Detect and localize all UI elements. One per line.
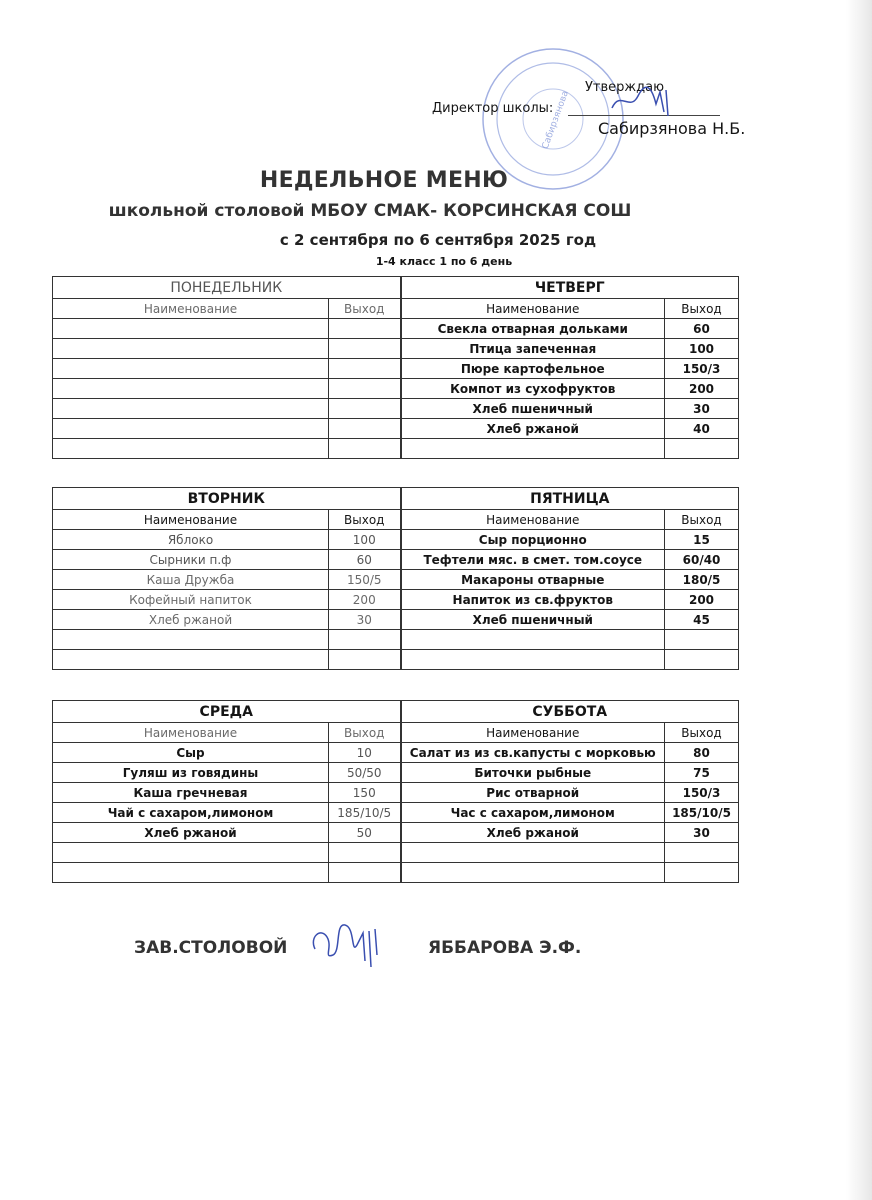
dish-name <box>53 319 329 339</box>
dish-name: Птица запеченная <box>401 339 665 359</box>
dish-name: Сыр <box>53 743 329 763</box>
table-row <box>53 339 739 359</box>
column-header-output: Выход <box>329 510 401 530</box>
dish-name: Напиток из св.фруктов <box>401 590 665 610</box>
day-header-tuesday: ВТОРНИК <box>53 488 401 510</box>
dish-output: 30 <box>665 399 739 419</box>
column-header-output: Выход <box>665 510 739 530</box>
table-row <box>53 743 739 763</box>
table-row <box>53 610 739 630</box>
table-row <box>53 570 739 590</box>
dish-name: Каша гречневая <box>53 783 329 803</box>
director-name: Сабирзянова Н.Б. <box>598 119 746 138</box>
dish-name: Чай с сахаром,лимоном <box>53 803 329 823</box>
dish-output <box>329 319 401 339</box>
dish-output <box>665 843 739 863</box>
dish-name <box>401 650 665 670</box>
canteen-head-name: ЯББАРОВА Э.Ф. <box>428 938 582 958</box>
dish-name <box>401 863 665 883</box>
dish-name <box>401 843 665 863</box>
dish-output: 60 <box>329 550 401 570</box>
table-row <box>53 630 739 650</box>
table-row <box>53 650 739 670</box>
column-header-output: Выход <box>665 299 739 319</box>
dish-name <box>53 630 329 650</box>
dish-name <box>53 439 329 459</box>
dish-output <box>329 630 401 650</box>
table-row <box>53 863 739 883</box>
column-header-name: Наименование <box>401 723 665 743</box>
dish-output: 200 <box>665 379 739 399</box>
page-edge-shadow <box>846 0 872 1200</box>
dish-name <box>53 843 329 863</box>
dish-output: 45 <box>665 610 739 630</box>
dish-name: Хлеб ржаной <box>53 823 329 843</box>
dish-output <box>329 359 401 379</box>
dish-output: 100 <box>329 530 401 550</box>
dish-output <box>329 419 401 439</box>
table-row <box>53 439 739 459</box>
dish-name: Гуляш из говядины <box>53 763 329 783</box>
dish-name <box>53 419 329 439</box>
table-row <box>53 843 739 863</box>
column-header-name: Наименование <box>53 510 329 530</box>
column-header-name: Наименование <box>53 723 329 743</box>
dish-name: Свекла отварная дольками <box>401 319 665 339</box>
director-role-label: Директор школы: <box>432 101 554 116</box>
dish-output: 200 <box>329 590 401 610</box>
dish-name: Хлеб ржаной <box>401 823 665 843</box>
table-row <box>53 590 739 610</box>
dish-name: Яблоко <box>53 530 329 550</box>
dish-output <box>329 399 401 419</box>
column-header-output: Выход <box>329 299 401 319</box>
dish-output: 150/3 <box>665 783 739 803</box>
day-header-monday: ПОНЕДЕЛЬНИК <box>53 277 401 299</box>
dish-output: 30 <box>329 610 401 630</box>
table-row <box>53 763 739 783</box>
dish-output: 60 <box>665 319 739 339</box>
dish-output: 40 <box>665 419 739 439</box>
date-range: с 2 сентября по 6 сентября 2025 год <box>279 231 597 249</box>
table-row <box>53 823 739 843</box>
table-row <box>53 419 739 439</box>
dish-name: Сыр порционно <box>401 530 665 550</box>
day-header-friday: ПЯТНИЦА <box>401 488 739 510</box>
canteen-head-signature <box>305 915 385 975</box>
dish-name: Хлеб ржаной <box>401 419 665 439</box>
dish-output: 100 <box>665 339 739 359</box>
dish-output: 15 <box>665 530 739 550</box>
dish-name: Пюре картофельное <box>401 359 665 379</box>
page-subtitle: школьной столовой МБОУ СМАК- КОРСИНСКАЯ СОШ <box>108 201 632 221</box>
dish-name: Компот из сухофруктов <box>401 379 665 399</box>
table-row <box>53 319 739 339</box>
column-header-name: Наименование <box>53 299 329 319</box>
day-header-wednesday: СРЕДА <box>53 701 401 723</box>
table-row <box>53 379 739 399</box>
menu-table-mon-thu <box>52 276 739 459</box>
dish-output <box>665 439 739 459</box>
dish-name <box>53 650 329 670</box>
dish-output: 30 <box>665 823 739 843</box>
dish-name <box>401 630 665 650</box>
dish-name: Сырники п.ф <box>53 550 329 570</box>
approved-label: Утверждаю <box>585 80 665 95</box>
dish-name: Рис отварной <box>401 783 665 803</box>
dish-output <box>665 863 739 883</box>
dish-output: 180/5 <box>665 570 739 590</box>
dish-output: 200 <box>665 590 739 610</box>
dish-name <box>401 439 665 459</box>
table-row <box>53 783 739 803</box>
table-row <box>53 530 739 550</box>
dish-output: 75 <box>665 763 739 783</box>
dish-name: Хлеб пшеничный <box>401 610 665 630</box>
dish-output <box>329 863 401 883</box>
day-header-saturday: СУББОТА <box>401 701 739 723</box>
dish-output <box>665 630 739 650</box>
dish-name: Салат из из св.капусты с морковью <box>401 743 665 763</box>
dish-output: 50 <box>329 823 401 843</box>
dish-name <box>53 379 329 399</box>
dish-output: 60/40 <box>665 550 739 570</box>
dish-name <box>53 399 329 419</box>
dish-name: Кофейный напиток <box>53 590 329 610</box>
dish-output <box>665 650 739 670</box>
dish-output: 80 <box>665 743 739 763</box>
dish-output <box>329 439 401 459</box>
column-header-name: Наименование <box>401 299 665 319</box>
table-row <box>53 803 739 823</box>
dish-output: 10 <box>329 743 401 763</box>
dish-name: Тефтели мяс. в смет. том.соусе <box>401 550 665 570</box>
table-row <box>53 399 739 419</box>
table-row <box>53 359 739 379</box>
column-header-name: Наименование <box>401 510 665 530</box>
page-title: НЕДЕЛЬНОЕ МЕНЮ <box>259 168 509 193</box>
svg-text:Сабирзянова: Сабирзянова <box>540 89 572 151</box>
dish-name <box>53 339 329 359</box>
dish-output <box>329 379 401 399</box>
dish-output: 185/10/5 <box>665 803 739 823</box>
menu-table-tue-fri <box>52 487 739 670</box>
dish-output: 50/50 <box>329 763 401 783</box>
dish-output: 150/5 <box>329 570 401 590</box>
column-header-output: Выход <box>329 723 401 743</box>
table-row <box>53 550 739 570</box>
dish-output: 150 <box>329 783 401 803</box>
menu-table-wed-sat <box>52 700 739 883</box>
dish-name: Каша Дружба <box>53 570 329 590</box>
dish-name: Биточки рыбные <box>401 763 665 783</box>
dish-name <box>53 863 329 883</box>
dish-output: 185/10/5 <box>329 803 401 823</box>
dish-output <box>329 339 401 359</box>
dish-output <box>329 650 401 670</box>
dish-name <box>53 359 329 379</box>
dish-output: 150/3 <box>665 359 739 379</box>
director-signature <box>608 82 678 122</box>
grade-range: 1-4 класс 1 по 6 день <box>375 255 513 268</box>
canteen-head-label: ЗАВ.СТОЛОВОЙ <box>134 938 288 958</box>
dish-name: Час с сахаром,лимоном <box>401 803 665 823</box>
column-header-output: Выход <box>665 723 739 743</box>
dish-name: Хлеб пшеничный <box>401 399 665 419</box>
dish-name: Хлеб ржаной <box>53 610 329 630</box>
day-header-thursday: ЧЕТВЕРГ <box>401 277 739 299</box>
dish-name: Макароны отварные <box>401 570 665 590</box>
dish-output <box>329 843 401 863</box>
